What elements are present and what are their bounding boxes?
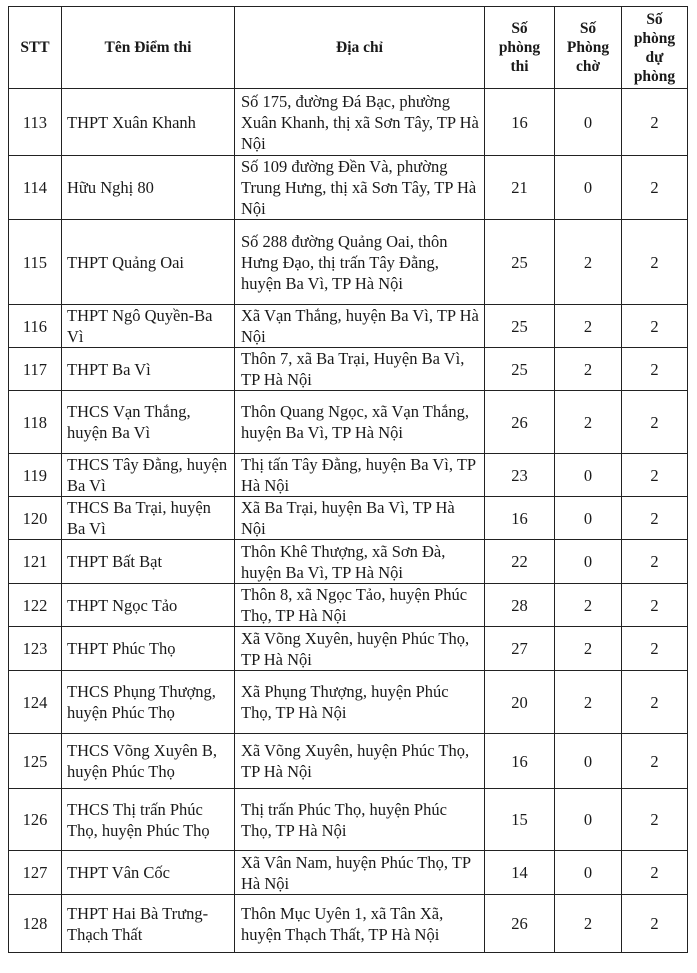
waiting-rooms-cell: 0	[555, 454, 622, 497]
venue-name-cell: THPT Vân Cốc	[62, 851, 235, 895]
exam-rooms-cell: 25	[485, 220, 555, 305]
stt-cell: 117	[9, 348, 62, 391]
waiting-rooms-cell: 2	[555, 627, 622, 671]
stt-cell: 122	[9, 584, 62, 627]
stt-cell: 126	[9, 789, 62, 851]
stt-cell: 124	[9, 671, 62, 734]
stt-cell: 125	[9, 734, 62, 789]
exam-rooms-cell: 23	[485, 454, 555, 497]
venue-name-cell: THPT Ngọc Tảo	[62, 584, 235, 627]
exam-rooms-cell: 21	[485, 156, 555, 220]
address-cell: Thôn Quang Ngọc, xã Vạn Thắng, huyện Ba Vì, TP Hà Nội	[235, 391, 485, 454]
stt-cell: 114	[9, 156, 62, 220]
table-row	[9, 89, 688, 156]
stt-cell: 119	[9, 454, 62, 497]
venue-name-cell: THCS Võng Xuyên B, huyện Phúc Thọ	[62, 734, 235, 789]
table-body	[9, 89, 688, 953]
reserve-rooms-cell: 2	[622, 305, 688, 348]
stt-cell: 113	[9, 89, 62, 156]
address-cell: Thôn Khê Thượng, xã Sơn Đà, huyện Ba Vì, TP Hà Nội	[235, 540, 485, 584]
venue-name-cell: THPT Ba Vì	[62, 348, 235, 391]
reserve-rooms-cell: 2	[622, 540, 688, 584]
address-cell: Số 288 đường Quảng Oai, thôn Hưng Đạo, thị trấn Tây Đằng, huyện Ba Vì, TP Hà Nội	[235, 220, 485, 305]
waiting-rooms-cell: 2	[555, 220, 622, 305]
stt-cell: 127	[9, 851, 62, 895]
venue-name-cell: THPT Quảng Oai	[62, 220, 235, 305]
address-cell: Thôn Mục Uyên 1, xã Tân Xã, huyện Thạch Thất, TP Hà Nội	[235, 895, 485, 953]
exam-rooms-cell: 26	[485, 895, 555, 953]
stt-cell: 121	[9, 540, 62, 584]
waiting-rooms-cell: 0	[555, 89, 622, 156]
waiting-rooms-cell: 2	[555, 305, 622, 348]
address-cell: Số 175, đường Đá Bạc, phường Xuân Khanh, thị xã Sơn Tây, TP Hà Nội	[235, 89, 485, 156]
table-header-row	[9, 7, 688, 89]
header-exam-rooms: Số phòng thi	[485, 7, 555, 89]
waiting-rooms-cell: 2	[555, 391, 622, 454]
header-venue-name: Tên Điểm thi	[62, 7, 235, 89]
table-row	[9, 305, 688, 348]
table-row	[9, 220, 688, 305]
reserve-rooms-cell: 2	[622, 348, 688, 391]
exam-rooms-cell: 20	[485, 671, 555, 734]
header-reserve-rooms: Số phòng dự phòng	[622, 7, 688, 89]
address-cell: Xã Võng Xuyên, huyện Phúc Thọ, TP Hà Nội	[235, 627, 485, 671]
address-cell: Thị trấn Phúc Thọ, huyện Phúc Thọ, TP Hà Nội	[235, 789, 485, 851]
venue-name-cell: THCS Ba Trại, huyện Ba Vì	[62, 497, 235, 540]
reserve-rooms-cell: 2	[622, 89, 688, 156]
exam-rooms-cell: 25	[485, 305, 555, 348]
exam-venue-table	[8, 6, 688, 953]
header-stt: STT	[9, 7, 62, 89]
reserve-rooms-cell: 2	[622, 220, 688, 305]
waiting-rooms-cell: 0	[555, 851, 622, 895]
exam-rooms-cell: 28	[485, 584, 555, 627]
exam-rooms-cell: 14	[485, 851, 555, 895]
stt-cell: 116	[9, 305, 62, 348]
table-row	[9, 671, 688, 734]
venue-name-cell: THCS Vạn Thắng, huyện Ba Vì	[62, 391, 235, 454]
reserve-rooms-cell: 2	[622, 895, 688, 953]
venue-name-cell: THCS Phụng Thượng, huyện Phúc Thọ	[62, 671, 235, 734]
stt-cell: 115	[9, 220, 62, 305]
waiting-rooms-cell: 0	[555, 497, 622, 540]
table-row	[9, 454, 688, 497]
exam-venue-sheet	[8, 6, 688, 953]
waiting-rooms-cell: 2	[555, 584, 622, 627]
header-address: Địa chỉ	[235, 7, 485, 89]
waiting-rooms-cell: 0	[555, 540, 622, 584]
venue-name-cell: THPT Bất Bạt	[62, 540, 235, 584]
address-cell: Thị tấn Tây Đằng, huyện Ba Vì, TP Hà Nội	[235, 454, 485, 497]
waiting-rooms-cell: 2	[555, 348, 622, 391]
table-row	[9, 789, 688, 851]
table-row	[9, 156, 688, 220]
venue-name-cell: Hữu Nghị 80	[62, 156, 235, 220]
stt-cell: 128	[9, 895, 62, 953]
reserve-rooms-cell: 2	[622, 156, 688, 220]
stt-cell: 123	[9, 627, 62, 671]
address-cell: Số 109 đường Đền Và, phường Trung Hưng, thị xã Sơn Tây, TP Hà Nội	[235, 156, 485, 220]
stt-cell: 118	[9, 391, 62, 454]
waiting-rooms-cell: 0	[555, 789, 622, 851]
exam-rooms-cell: 16	[485, 497, 555, 540]
header-waiting-rooms: Số Phòng chờ	[555, 7, 622, 89]
exam-rooms-cell: 26	[485, 391, 555, 454]
venue-name-cell: THCS Tây Đằng, huyện Ba Vì	[62, 454, 235, 497]
venue-name-cell: THCS Thị trấn Phúc Thọ, huyện Phúc Thọ	[62, 789, 235, 851]
waiting-rooms-cell: 2	[555, 895, 622, 953]
exam-rooms-cell: 22	[485, 540, 555, 584]
address-cell: Thôn 7, xã Ba Trại, Huyện Ba Vì, TP Hà Nội	[235, 348, 485, 391]
waiting-rooms-cell: 2	[555, 671, 622, 734]
reserve-rooms-cell: 2	[622, 851, 688, 895]
exam-rooms-cell: 16	[485, 734, 555, 789]
exam-rooms-cell: 16	[485, 89, 555, 156]
address-cell: Xã Phụng Thượng, huyện Phúc Thọ, TP Hà Nội	[235, 671, 485, 734]
address-cell: Xã Vạn Thắng, huyện Ba Vì, TP Hà Nội	[235, 305, 485, 348]
table-row	[9, 584, 688, 627]
reserve-rooms-cell: 2	[622, 671, 688, 734]
waiting-rooms-cell: 0	[555, 734, 622, 789]
venue-name-cell: THPT Phúc Thọ	[62, 627, 235, 671]
exam-rooms-cell: 25	[485, 348, 555, 391]
reserve-rooms-cell: 2	[622, 497, 688, 540]
exam-rooms-cell: 15	[485, 789, 555, 851]
address-cell: Xã Vân Nam, huyện Phúc Thọ, TP Hà Nội	[235, 851, 485, 895]
exam-rooms-cell: 27	[485, 627, 555, 671]
reserve-rooms-cell: 2	[622, 391, 688, 454]
table-row	[9, 391, 688, 454]
venue-name-cell: THPT Ngô Quyền-Ba Vì	[62, 305, 235, 348]
table-row	[9, 497, 688, 540]
table-row	[9, 540, 688, 584]
table-row	[9, 851, 688, 895]
reserve-rooms-cell: 2	[622, 734, 688, 789]
reserve-rooms-cell: 2	[622, 454, 688, 497]
address-cell: Xã Ba Trại, huyện Ba Vì, TP Hà Nội	[235, 497, 485, 540]
table-row	[9, 348, 688, 391]
address-cell: Thôn 8, xã Ngọc Tảo, huyện Phúc Thọ, TP Hà Nội	[235, 584, 485, 627]
table-row	[9, 895, 688, 953]
address-cell: Xã Võng Xuyên, huyện Phúc Thọ, TP Hà Nội	[235, 734, 485, 789]
venue-name-cell: THPT Hai Bà Trưng-Thạch Thất	[62, 895, 235, 953]
table-row	[9, 627, 688, 671]
reserve-rooms-cell: 2	[622, 627, 688, 671]
reserve-rooms-cell: 2	[622, 789, 688, 851]
venue-name-cell: THPT Xuân Khanh	[62, 89, 235, 156]
stt-cell: 120	[9, 497, 62, 540]
waiting-rooms-cell: 0	[555, 156, 622, 220]
table-row	[9, 734, 688, 789]
reserve-rooms-cell: 2	[622, 584, 688, 627]
